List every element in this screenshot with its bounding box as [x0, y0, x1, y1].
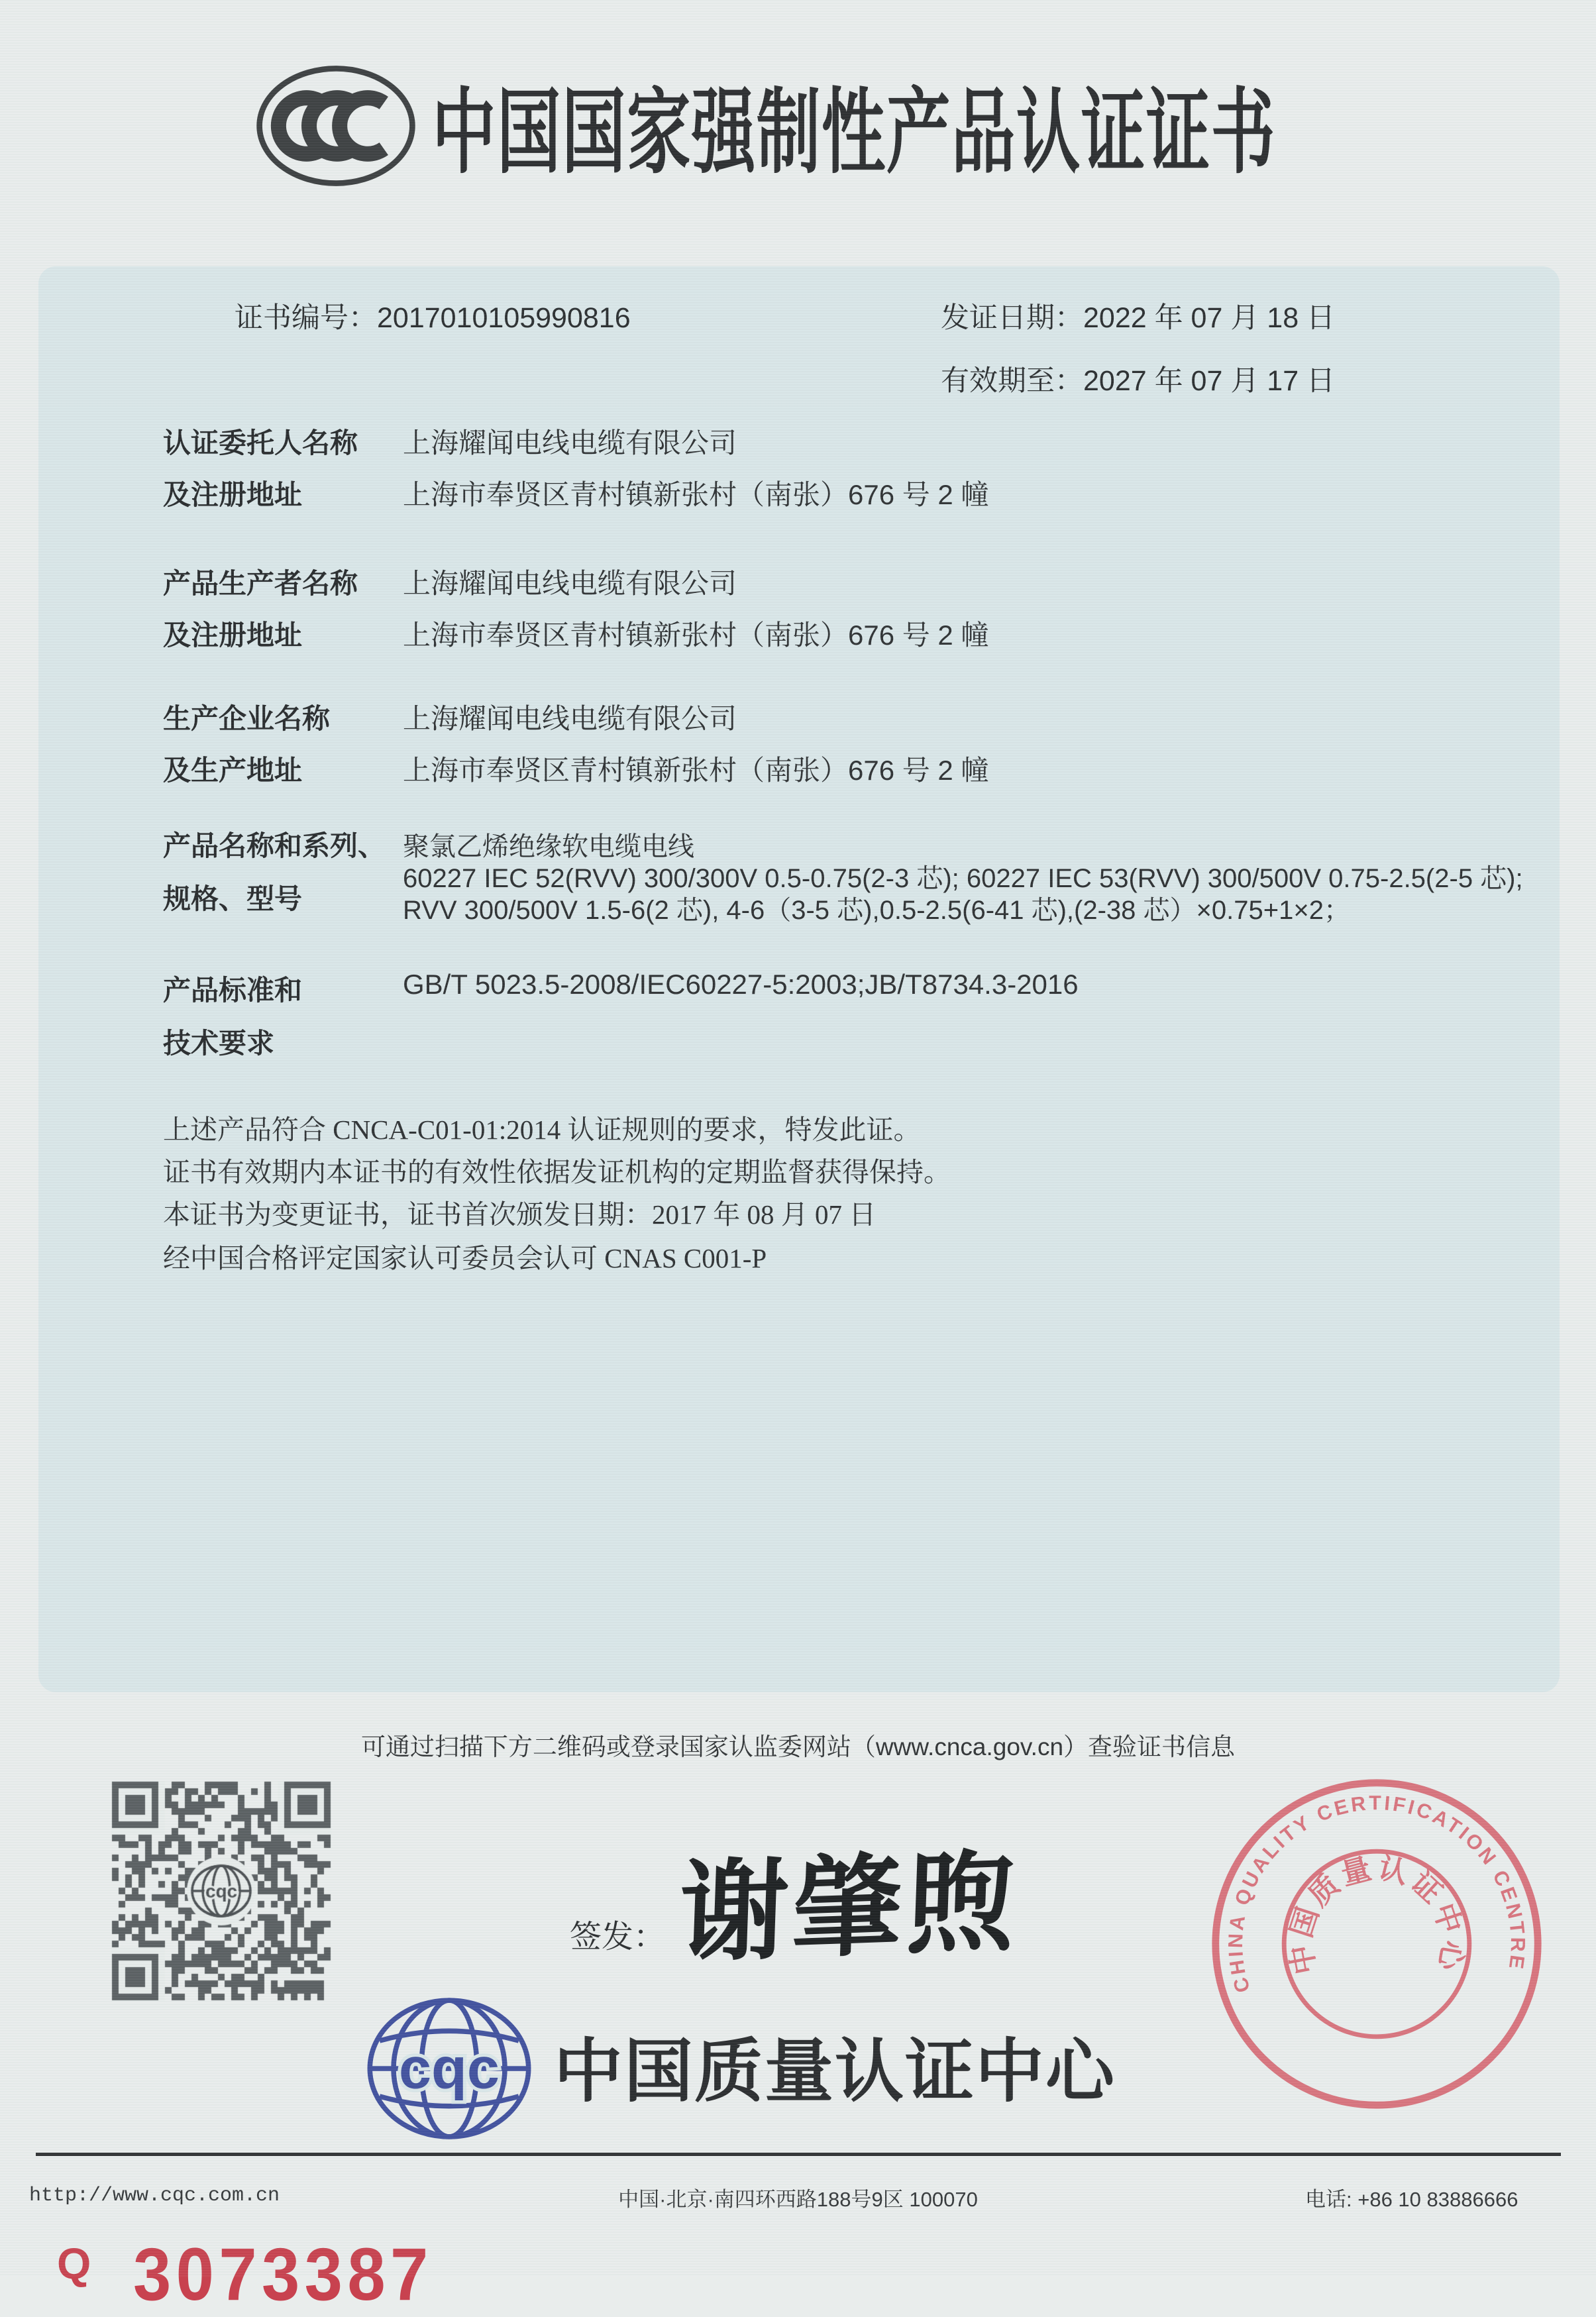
issue-date-value: 2022 年 07 月 18 日	[1083, 302, 1336, 334]
applicant-name-value: 上海耀闻电线电缆有限公司	[403, 427, 737, 458]
certificate-number	[235, 296, 631, 336]
standard-value: GB/T 5023.5-2008/IEC60227-5:2003;JB/T8734.3-2016	[403, 969, 1079, 1000]
footer-website: http://www.cqc.com.cn	[29, 2184, 280, 2207]
ccc-logo-icon	[253, 61, 419, 191]
product-spec-line1: 60227 IEC 52(RVV) 300/300V 0.5-0.75(2-3 芯); 60227 IEC 53(RVV) 300/500V 0.75-2.5(2-5 芯);	[403, 864, 1523, 893]
qr-code-icon	[111, 1781, 331, 2001]
applicant-address-value: 上海市奉贤区青村镇新张村（南张）676 号 2 幢	[403, 479, 989, 510]
product-series-label-line2: 规格、型号	[163, 883, 303, 914]
statement-first-issue: 本证书为变更证书，证书首次颁发日期：2017 年 08 月 07 日	[163, 1199, 877, 1230]
valid-until-value: 2027 年 07 月 17 日	[1083, 365, 1336, 397]
footer-phone: 电话: +86 10 83886666	[1305, 2188, 1518, 2211]
issue-date	[941, 296, 1335, 336]
statement-accreditation: 经中国合格评定国家认可委员会认可 CNAS C001-P	[163, 1243, 767, 1273]
issued-by-label: 签发：	[570, 1919, 666, 1955]
red-seal-icon	[1207, 1774, 1546, 2114]
svg-text:中国质量认证中心	[1284, 1852, 1469, 1977]
cqc-globe-icon	[366, 1985, 533, 2152]
verification-note: 可通过扫描下方二维码或登录国家认监委网站（www.cnca.gov.cn）查验证书信息	[360, 1733, 1236, 1760]
stamp-english-text: CHINA QUALITY CERTIFICATION CENTRE	[1224, 1792, 1529, 1996]
standard-label-line2: 技术要求	[163, 1028, 275, 1059]
footer-address: 中国·北京·南四环西路188号9区 100070	[618, 2188, 978, 2211]
producer-address-value: 上海市奉贤区青村镇新张村（南张）676 号 2 幢	[403, 620, 989, 651]
certificate-number-value: 2017010105990816	[377, 302, 631, 334]
factory-address-label: 及生产地址	[163, 755, 303, 786]
serial-prefix: Q	[57, 2239, 91, 2288]
issue-date-label: 发证日期：	[941, 302, 1083, 334]
producer-name-label: 产品生产者名称	[163, 568, 358, 599]
statement-validity: 证书有效期内本证书的有效性依据发证机构的定期监督获得保持。	[163, 1157, 951, 1187]
footer-divider	[36, 2153, 1561, 2156]
product-name-line: 聚氯乙烯绝缘软电缆电线	[403, 832, 694, 861]
standard-label-line1: 产品标准和	[163, 975, 303, 1006]
factory-address-value: 上海市奉贤区青村镇新张村（南张）676 号 2 幢	[403, 755, 989, 786]
valid-until	[941, 358, 1335, 399]
applicant-name-label: 认证委托人名称	[163, 427, 358, 458]
serial-digits: 3073387	[133, 2233, 434, 2316]
issuer-name: 中国质量认证中心	[554, 2033, 1116, 2110]
product-spec-line2: RVV 300/500V 1.5-6(2 芯), 4-6（3-5 芯),0.5-2.5(6-41 芯),(2-38 芯）×0.75+1×2；	[403, 896, 1350, 925]
certificate-serial-number	[57, 2232, 459, 2317]
product-series-label-line1: 产品名称和系列、	[163, 830, 386, 861]
valid-until-label: 有效期至：	[941, 365, 1083, 397]
cqc-logo-text: cqc	[399, 2035, 500, 2101]
stamp-chinese-text: 中国质量认证中心	[1284, 1851, 1469, 1977]
producer-name-value: 上海耀闻电线电缆有限公司	[403, 568, 737, 599]
applicant-address-label: 及注册地址	[163, 479, 303, 510]
statement-compliance: 上述产品符合 CNCA-C01-01:2014 认证规则的要求，特发此证。	[163, 1114, 921, 1145]
certificate-title: 中国国家强制性产品认证证书	[432, 80, 1276, 184]
issuer-signature: 谢肇煦	[677, 1842, 1022, 1976]
producer-address-label: 及注册地址	[163, 620, 303, 651]
certificate-number-label: 证书编号：	[235, 302, 377, 334]
factory-name-value: 上海耀闻电线电缆有限公司	[403, 703, 737, 734]
factory-name-label: 生产企业名称	[163, 703, 331, 734]
